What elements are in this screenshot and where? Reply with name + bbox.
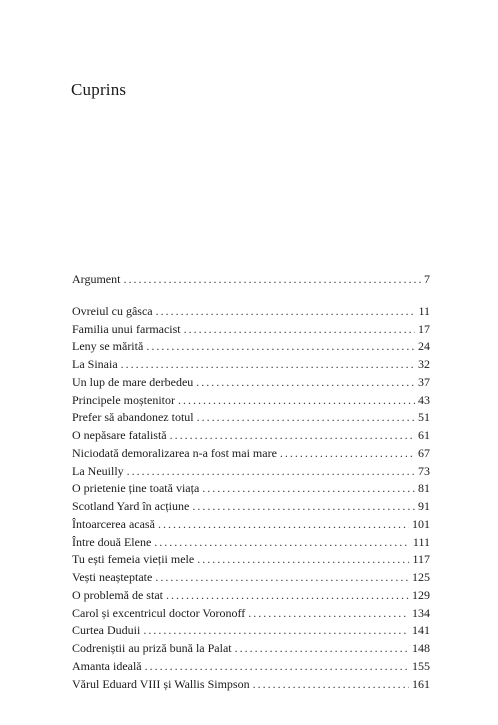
- toc-page-number: 101: [412, 516, 430, 531]
- toc-entry: [72, 303, 430, 321]
- dot-leader: [197, 409, 415, 427]
- dot-leader: [280, 445, 415, 463]
- toc-entry-title: Între două Elene: [72, 534, 152, 549]
- toc-entry-title: Vești neașteptate: [72, 570, 153, 584]
- toc-page-number: 161: [412, 676, 430, 691]
- toc-page-number: 32: [418, 357, 430, 371]
- dot-leader: [146, 338, 415, 356]
- toc-page-number: 155: [412, 658, 430, 673]
- dot-leader: [202, 480, 415, 498]
- dot-leader: [123, 271, 421, 289]
- page-title: Cuprins: [71, 80, 127, 99]
- dot-leader: [196, 374, 415, 392]
- toc-page-number: 125: [412, 570, 430, 584]
- dot-leader: [145, 658, 409, 676]
- toc-entry-title: Ovreiul cu gâsca: [72, 303, 153, 318]
- toc-entry: [72, 605, 430, 623]
- toc-entry-title: Întoarcerea acasă: [72, 516, 155, 531]
- dot-leader: [253, 676, 409, 694]
- dot-leader: [127, 463, 415, 481]
- dot-leader: [158, 516, 409, 534]
- toc-page-number: 91: [418, 499, 430, 513]
- toc-page-number: 24: [418, 339, 430, 354]
- toc-entry-title: O prietenie ține toată viața: [72, 481, 200, 496]
- toc-entry: [72, 338, 430, 356]
- toc-entry: [72, 356, 430, 374]
- toc-page-number: 81: [418, 481, 430, 496]
- dot-leader: [166, 587, 409, 605]
- toc-entry: [72, 622, 430, 640]
- toc-page-number: 129: [412, 587, 430, 602]
- toc-entry: [72, 658, 430, 676]
- toc-entry: [72, 498, 430, 516]
- toc-entry: [72, 551, 430, 569]
- dot-leader: [197, 551, 409, 569]
- dot-leader: [143, 622, 409, 640]
- toc-entry: [72, 587, 430, 605]
- toc-entry: [72, 321, 430, 339]
- toc-entry-title: Argument: [72, 272, 121, 286]
- toc-page-number: 51: [418, 410, 430, 425]
- toc-entry: [72, 480, 430, 498]
- toc-entry-title: La Neuilly: [72, 463, 124, 478]
- table-of-contents: [72, 271, 430, 693]
- toc-entry-title: Amanta ideală: [72, 658, 142, 673]
- toc-entry-title: Niciodată demoralizarea n-a fost mai mare: [72, 445, 277, 460]
- toc-entry: [72, 271, 430, 289]
- toc-entry-title: Familia unui farmacist: [72, 321, 181, 336]
- toc-entry: [72, 676, 430, 694]
- toc-entry-title: O problemă de stat: [72, 587, 163, 602]
- toc-page-number: 111: [412, 534, 430, 549]
- toc-entry: [72, 392, 430, 410]
- toc-page-number: 7: [424, 272, 430, 286]
- toc-entry-title: Codreniștii au priză bună la Palat: [72, 641, 232, 655]
- toc-entry: [72, 374, 430, 392]
- toc-page-number: 148: [412, 641, 430, 655]
- toc-entry-title: O nepăsare fatalistă: [72, 428, 167, 442]
- toc-entry-title: Scotland Yard în acțiune: [72, 499, 190, 513]
- toc-entry: [72, 516, 430, 534]
- toc-entry: [72, 534, 430, 552]
- dot-leader: [121, 356, 415, 374]
- toc-entry-title: Prefer să abandonez totul: [72, 410, 194, 425]
- toc-entry: [72, 463, 430, 481]
- toc-entry: [72, 445, 430, 463]
- dot-leader: [155, 569, 409, 587]
- dot-leader: [170, 427, 415, 445]
- toc-page-number: 117: [412, 552, 430, 567]
- toc-entry: [72, 409, 430, 427]
- toc-page-number: 43: [418, 392, 430, 407]
- toc-page-number: 11: [418, 303, 430, 318]
- toc-page-number: 67: [418, 445, 430, 460]
- toc-entry: [72, 640, 430, 658]
- toc-page-number: 37: [418, 374, 430, 389]
- toc-page-number: 17: [418, 321, 430, 336]
- toc-page-number: 134: [412, 605, 430, 620]
- toc-entry: [72, 569, 430, 587]
- toc-entry-title: Curtea Duduii: [72, 623, 141, 638]
- toc-entry-title: Principele moștenitor: [72, 392, 175, 407]
- dot-leader: [192, 498, 415, 516]
- dot-leader: [235, 640, 409, 658]
- toc-entry-title: Tu ești femeia vieții mele: [72, 552, 195, 567]
- toc-entry-title: La Sinaia: [72, 357, 118, 371]
- dot-leader: [154, 534, 410, 552]
- dot-leader: [184, 321, 415, 339]
- toc-entry-title: Vărul Eduard VIII și Wallis Simpson: [72, 676, 250, 691]
- dot-leader: [178, 392, 415, 410]
- dot-leader: [156, 303, 416, 321]
- toc-page-number: 73: [418, 463, 430, 478]
- toc-entry-title: Carol și excentricul doctor Voronoff: [72, 605, 246, 620]
- toc-page-number: 141: [412, 623, 430, 638]
- toc-entry-title: Un lup de mare derbedeu: [72, 374, 194, 389]
- toc-entry-title: Leny se mărită: [72, 339, 144, 354]
- toc-page-number: 61: [418, 428, 430, 442]
- toc-entry: [72, 427, 430, 445]
- dot-leader: [248, 605, 409, 623]
